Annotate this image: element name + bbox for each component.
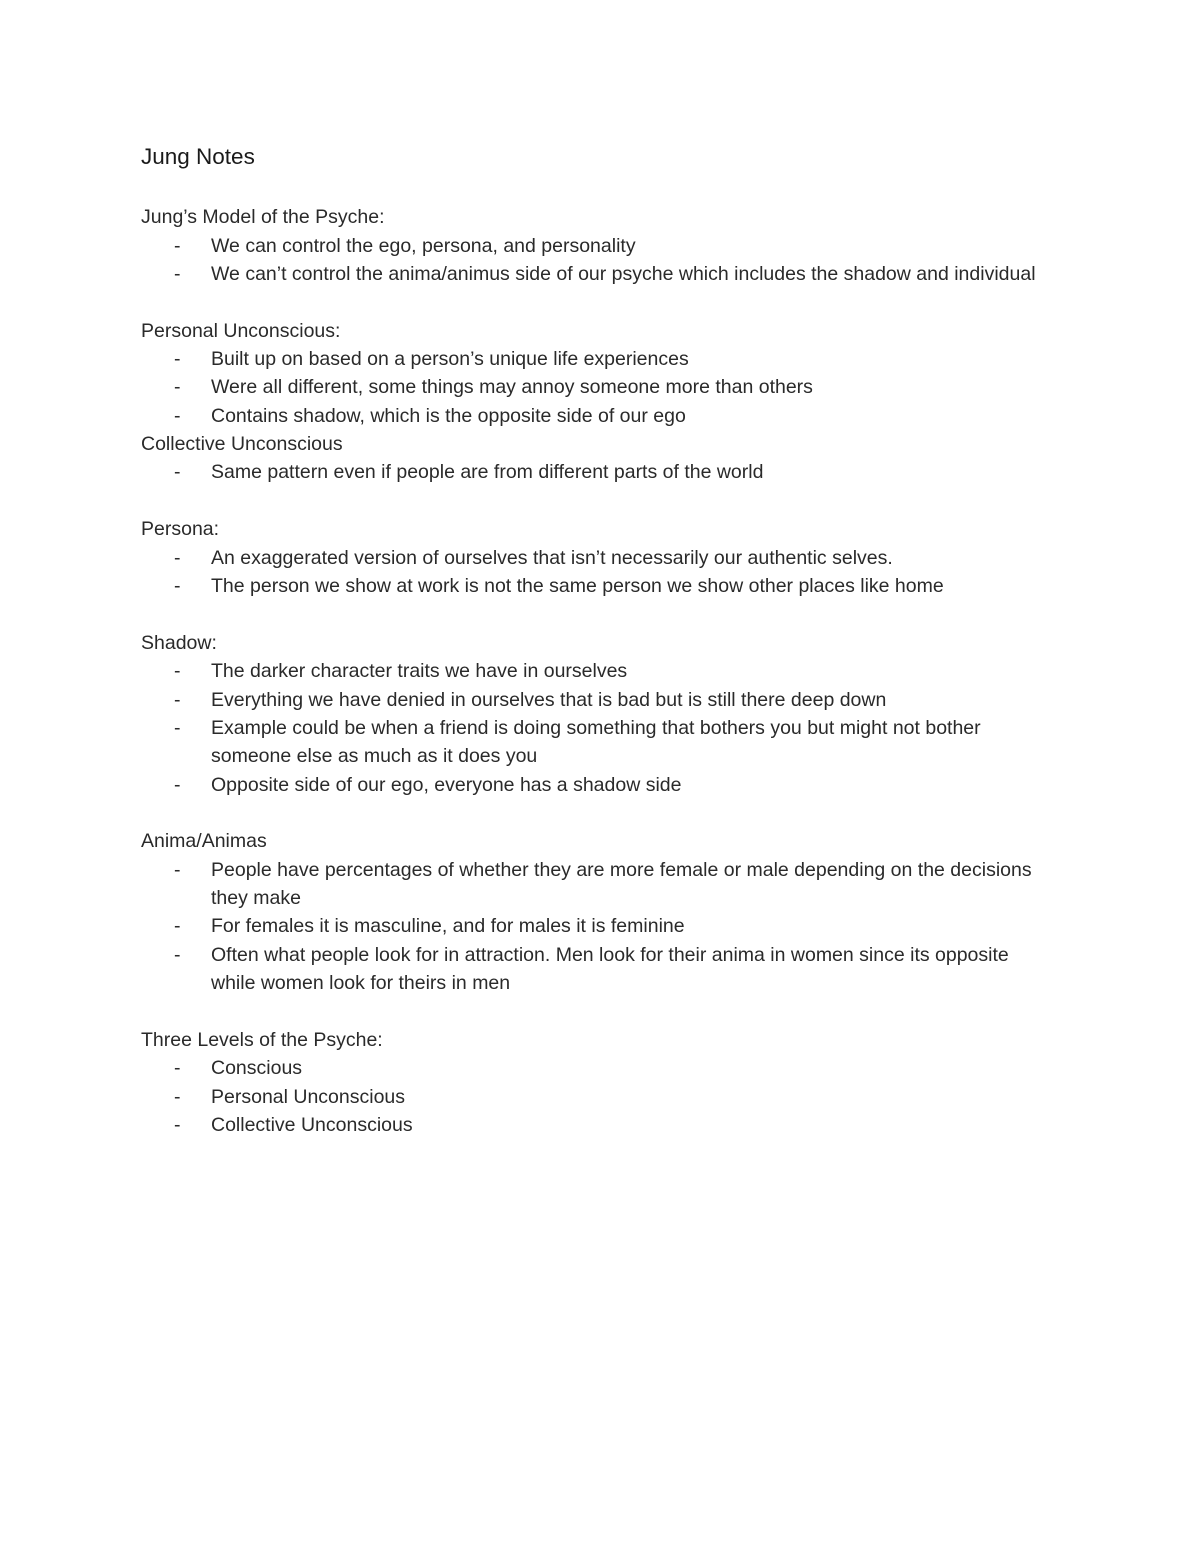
list-item-text: Personal Unconscious xyxy=(211,1085,406,1108)
list-item xyxy=(141,771,1041,799)
list-item-text: Example could be when a friend is doing something that bothers you but might not bother someone else as much as it does you xyxy=(211,716,981,768)
list-item xyxy=(141,657,1041,685)
list-item-text: For females it is masculine, and for males it is feminine xyxy=(211,915,685,938)
bullet-list xyxy=(141,544,1051,601)
bullet-dash: - xyxy=(174,660,181,683)
list-item-text: Conscious xyxy=(211,1057,303,1080)
bullet-dash: - xyxy=(174,915,181,938)
list-item xyxy=(141,1083,1041,1111)
spacer xyxy=(141,799,1051,828)
spacer xyxy=(141,288,1051,317)
spacer xyxy=(141,600,1051,629)
section-heading: Three Levels of the Psyche: xyxy=(141,1028,383,1051)
document-page xyxy=(141,141,1051,1139)
list-item xyxy=(141,1054,1041,1082)
list-item-text: Opposite side of our ego, everyone has a shadow side xyxy=(211,773,682,796)
document-title: Jung Notes xyxy=(141,144,255,169)
bullet-dash: - xyxy=(174,773,181,796)
section-heading: Personal Unconscious: xyxy=(141,319,341,342)
section-heading: Jung’s Model of the Psyche: xyxy=(141,206,385,228)
list-item xyxy=(141,458,1041,486)
bullet-dash: - xyxy=(174,688,181,711)
section-heading: Collective Unconscious xyxy=(141,432,343,455)
list-item xyxy=(141,232,1041,260)
bullet-dash: - xyxy=(174,575,181,598)
bullet-dash: - xyxy=(174,234,181,257)
list-item-text: The person we show at work is not the same person we show other places like home xyxy=(211,575,944,598)
bullet-list xyxy=(141,345,1051,430)
section-persona xyxy=(141,515,1051,600)
list-item-text: An exaggerated version of ourselves that isn’t necessarily our authentic selves. xyxy=(211,546,893,569)
section-heading: Persona: xyxy=(141,518,220,541)
list-item xyxy=(141,572,1041,600)
bullet-dash: - xyxy=(174,1057,181,1080)
bullet-dash: - xyxy=(174,1113,181,1136)
section-jungs-model xyxy=(141,203,1051,288)
bullet-dash: - xyxy=(174,376,181,399)
list-item xyxy=(141,941,1041,998)
list-item-text: Built up on based on a person’s unique life experiences xyxy=(211,348,689,371)
section-heading: Shadow: xyxy=(141,631,217,654)
bullet-dash: - xyxy=(174,546,181,569)
section-heading: Anima/Animas xyxy=(141,830,267,853)
list-item xyxy=(141,856,1041,913)
list-item-text: Often what people look for in attraction. Men look for their anima in women since its opposite while women look for theirs in men xyxy=(211,943,1009,995)
section-shadow xyxy=(141,629,1051,799)
bullet-dash: - xyxy=(174,461,181,484)
bullet-list xyxy=(141,657,1051,798)
bullet-dash: - xyxy=(174,348,181,371)
list-item xyxy=(141,1111,1041,1139)
list-item-text: Contains shadow, which is the opposite side of our ego xyxy=(211,404,686,427)
bullet-dash: - xyxy=(174,404,181,427)
bullet-list xyxy=(141,856,1051,997)
list-item xyxy=(141,544,1041,572)
list-item-text: We can control the ego, persona, and personality xyxy=(211,234,636,257)
bullet-dash: - xyxy=(174,262,181,285)
bullet-dash: - xyxy=(174,943,181,966)
list-item-text: Everything we have denied in ourselves that is bad but is still there deep down xyxy=(211,688,887,711)
list-item xyxy=(141,686,1041,714)
list-item-text: Same pattern even if people are from different parts of the world xyxy=(211,461,764,484)
list-item xyxy=(141,714,1041,771)
bullet-dash: - xyxy=(174,858,181,881)
bullet-dash: - xyxy=(174,716,181,739)
spacer xyxy=(141,173,1051,203)
list-item-text: Collective Unconscious xyxy=(211,1113,413,1136)
list-item xyxy=(141,260,1041,288)
section-collective-unconscious xyxy=(141,430,1051,487)
section-three-levels xyxy=(141,1026,1051,1139)
bullet-list xyxy=(141,232,1051,289)
list-item xyxy=(141,402,1041,430)
list-item xyxy=(141,345,1041,373)
spacer xyxy=(141,487,1051,516)
list-item xyxy=(141,373,1041,401)
section-personal-unconscious xyxy=(141,317,1051,430)
list-item-text: People have percentages of whether they are more female or male depending on the decisions they make xyxy=(211,858,1032,910)
bullet-list xyxy=(141,1054,1051,1139)
list-item-text: We can’t control the anima/animus side of our psyche which includes the shadow and individual xyxy=(211,262,1036,285)
spacer xyxy=(141,997,1051,1026)
list-item-text: Were all different, some things may annoy someone more than others xyxy=(211,376,813,399)
section-anima-animas xyxy=(141,827,1051,997)
bullet-dash: - xyxy=(174,1085,181,1108)
list-item-text: The darker character traits we have in ourselves xyxy=(211,660,628,683)
list-item xyxy=(141,912,1041,940)
bullet-list xyxy=(141,458,1051,486)
